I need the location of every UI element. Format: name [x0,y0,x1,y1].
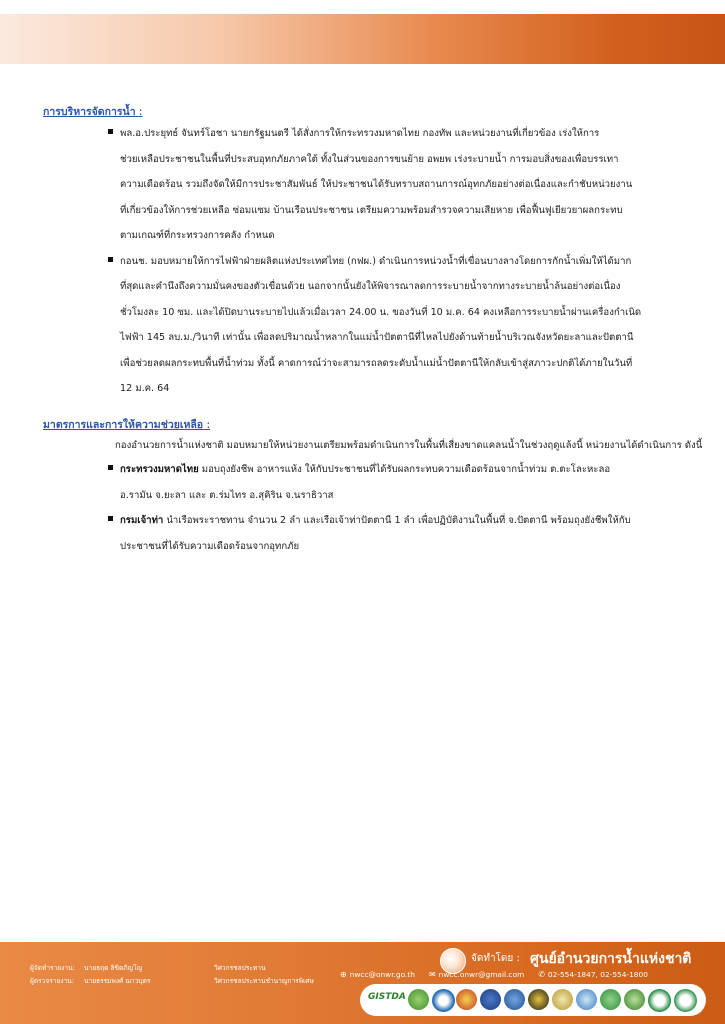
navy-logo-icon [480,989,501,1010]
ring-logo-icon [674,989,697,1012]
mail-icon: ✉ [428,970,436,979]
section-heading-text: การบริหารจัดการน้ำ [43,106,136,118]
section-heading-text: มาตรการและการให้ความช่วยเหลือ [43,419,204,431]
bullet-icon [108,129,113,134]
seal-logo-icon [624,989,645,1010]
phone-contact: ✆ 02-554-1847, 02-554-1800 [538,970,648,979]
credit-row-preparer: ผู้จัดทำรายงาน: นายธฤต ลิขิตภิญโญ วิศวกรชลประทาน [30,964,266,972]
section-heading-measures: มาตรการและการให้ความช่วยเหลือ : [43,419,211,431]
green-logo-icon [600,989,621,1010]
contact-line [340,970,648,979]
circle-logo-icon [648,989,671,1012]
intro-paragraph: กองอำนวยการน้ำแห่งชาติ มอบหมายให้หน่วยงานเตรียมพร้อมดำเนินการในพื้นที่เสี่ยงขาดแคลนน้ำในช่วงฤดูแล้งนี้ หน่วยงานได้ดำเนินการ ดังนี้ [115,440,703,451]
dept-logo-icon [504,989,525,1010]
list-item [102,457,694,508]
paragraph-prime-minister-order: พล.อ.ประยุทธ์ จันทร์โอชา นายกรัฐมนตรี ได้สั่งการให้กระทรวงมหาดไทย กองทัพ และหน่วยงานที่เกี่ยวข้อง เร่งให้การ ช่วยเหลือประชาชนในพื้นที่ประสบอุทกภัยภาคใต้ ทั้งในส่วนของการขนย้าย อพยพ เร่งระบายน้ำ การมอบสิ่งของเพื่อบรรเทา ความเดือดร้อน รวมถึงจัดให้มีการประชาสัมพันธ์ ให้ประชาชนได้รับทราบสถานการณ์อุทกภัยอย่างต่อเนื่องและกำชับหน่วยงาน ที่เกี่ยวข้องให้การช่วยเหลือ ซ่อมแซม บ้านเรือนประชาชน เตรียมความพร้อมสำรวจความเสียหาย เพื่อฟื้นฟูเยียวยาผลกระทบ ตามเกณฑ์ที่กระทรวงการคลัง กำหนด [120,128,633,241]
list-item [102,249,694,402]
credit-row-reviewer: ผู้ตรวจรายงาน: นายธรรมพงศ์ ฌาวบุตร วิศวกรชลประทานชำนาญการพิเศษ [30,977,314,985]
bridge-logo-icon [576,989,597,1010]
globe-icon: ⊕ [340,970,347,979]
bullet-icon [108,516,113,521]
crest-logo-icon [528,989,549,1010]
report-credits [30,962,364,988]
gistda-logo: GISTDA [368,992,406,1002]
email-contact[interactable]: ✉ nwcc.onwr@gmail.com [428,970,525,979]
bullet-list-measures [102,457,694,559]
paragraph-marine-department: กรมเจ้าท่า นำเรือพระราชทาน จำนวน 2 ลำ และเรือเจ้าท่าปัตตานี 1 ลำ เพื่อปฏิบัติงานในพื้นที่ จ.ปัตตานี พร้อมถุงยังชีพให้กับ ประชาชนที่ได้รับความเดือดร้อนจากอุทกภัย [120,515,631,552]
paragraph-interior-ministry: กระทรวงมหาดไทย มอบถุงยังชีพ อาหารแห้ง ให้กับประชาชนที่ได้รับผลกระทบความเดือดร้อนจากน้ำท่วม ต.ตะโละหะลอ อ.รามัน จ.ยะลา และ ต.ร่มไทร อ.สุคิริน จ.นราธิวาส [120,464,611,501]
bullet-icon [108,465,113,470]
website-contact[interactable]: ⊕ nwcc@onwr.go.th [340,970,415,979]
section-heading-water-management: การบริหารจัดการน้ำ : [43,106,143,118]
plant-logo-icon [552,989,573,1010]
paragraph-dam-operation: กอนช. มอบหมายให้การไฟฟ้าฝ่ายผลิตแห่งประเทศไทย (กฟผ.) ดำเนินการหน่วงน้ำที่เขื่อนบางลางโดยการกักน้ำเพิ่มให้ได้มาก ที่สุดและคำนึงถึงความมั่นคงของตัวเขื่อนด้วย นอกจากนั้นยังให้พิจารณาลดการระบายน้ำจากทางระบายน้ำล้นอย่างต่อเนื่อง ชั่วโมงละ 10 ซม. และได้ปิดบานระบายไปแล้วเมื่อเวลา 24.00 น. ของวันที่ 10 ม.ค. 64 คงเหลือการระบายน้ำผ่านเครื่องกำเนิด ไฟฟ้า 145 ลบ.ม./วินาที เท่านั้น เพื่อลดปริมาณน้ำหลากในแม่น้ำปัตตานีที่ไหลไปยังด้านท้ายน้ำบริเวณจังหวัดยะลาและปัตตานี เพื่อช่วยลดผลกระทบพื้นที่น้ำท่วม ทั้งนี้ คาดการณ์ว่าจะสามารถลดระดับน้ำแม่น้ำปัตตานีให้กลับเข้าสู่สภาวะปกติได้ภายในวันที่ 12 ม.ค. 64 [120,255,642,394]
bullet-icon [108,257,113,262]
prepared-by-label: จัดทำโดย : [471,953,520,964]
phone-icon: ✆ [538,970,545,979]
bullet-list-water-management [102,121,694,402]
footer [0,942,725,1024]
list-item [102,508,694,559]
dam-logo-icon [432,989,455,1012]
list-item [102,121,694,249]
organization-name: ศูนย์อำนวยการน้ำแห่งชาติ [530,951,692,967]
leaf-logo-icon [408,989,429,1010]
emblem-logo-icon [456,989,477,1010]
header-band [0,14,725,64]
